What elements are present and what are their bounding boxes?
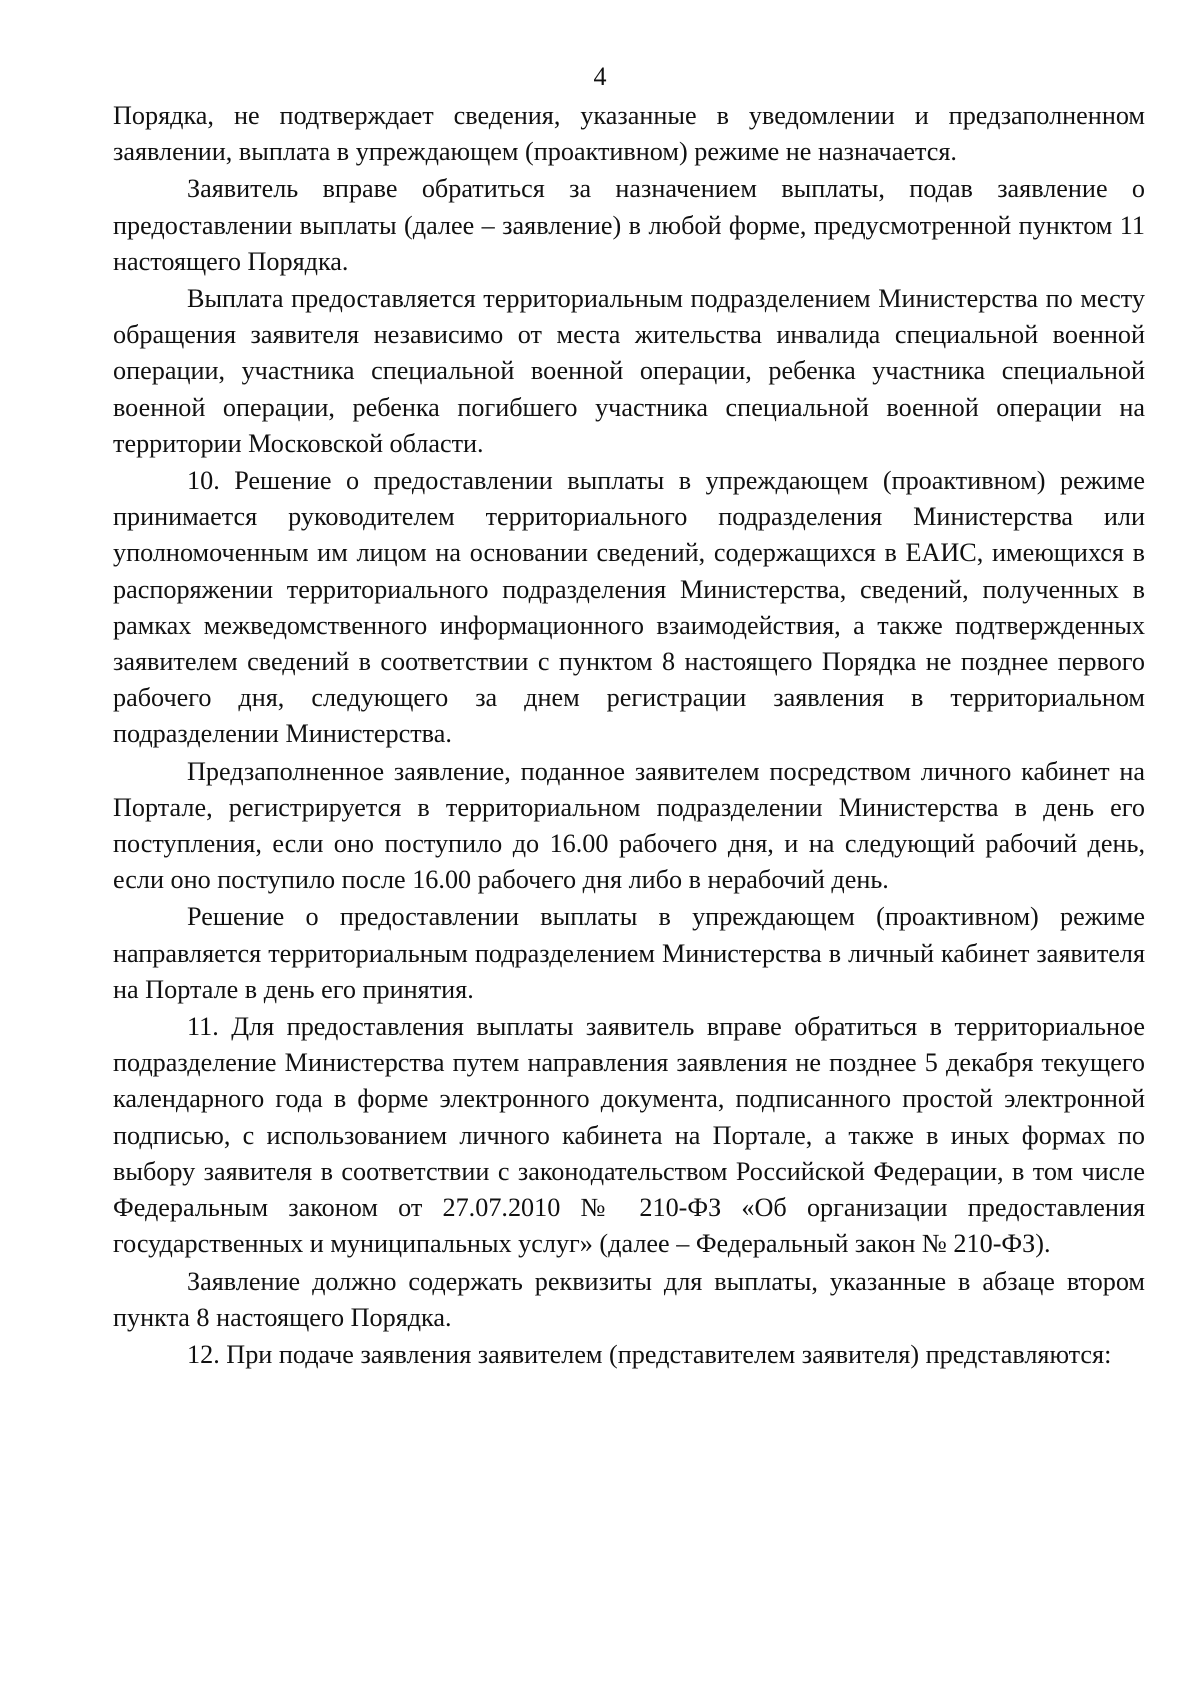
paragraph-item-11: 11. Для предоставления выплаты заявитель вправе обратиться в территориальное подразделение Министерства путем направления заявления не позднее 5 декабря текущего календарного года в форме электронного документа, подписанного простой электронной подписью, с использованием личного кабинета на Портале, а также в иных формах по выбору заявителя в соответствии с законодательством Российской Федерации, в том числе Федеральным законом от 27.07.2010 № 210-ФЗ «Об организации предоставления государственных и муниципальных услуг» (далее – Федеральный закон № 210-ФЗ). [113,1012,1145,1259]
paragraph-decision-sent: Решение о предоставлении выплаты в упреждающем (проактивном) режиме направляется территориальным подразделением Министерства в личный кабинет заявителя на Портале в день его принятия. [113,902,1145,1004]
paragraph-prefilled-registration: Предзаполненное заявление, поданное заявителем посредством личного кабинет на Портале, регистрируется в территориальном подразделении Министерства в день его поступления, если оно поступило до 16.00 рабочего дня, и на следующий рабочий день, если оно поступило после 16.00 рабочего дня либо в нерабочий день. [113,756,1145,895]
paragraph-payment-provision: Выплата предоставляется территориальным подразделением Министерства по месту обращения заявителя независимо от места жительства инвалида специальной военной операции, участника специальной военной операции, ребенка участника специальной военной операции, ребенка погибшего участника специальной военной операции на территории Московской области. [113,284,1145,458]
paragraph-applicant-right: Заявитель вправе обратиться за назначением выплаты, подав заявление о предоставлении выплаты (далее – заявление) в любой форме, предусмотренной пунктом 11 настоящего Порядка. [113,174,1145,276]
paragraph-continuation: Порядка, не подтверждает сведения, указанные в уведомлении и предзаполненном заявлении, выплата в упреждающем (проактивном) режиме не назначается. [113,101,1145,167]
paragraph-item-12: 12. При подаче заявления заявителем (представителем заявителя) представляются: [187,1339,1112,1369]
paragraph-application-requisites: Заявление должно содержать реквизиты для выплаты, указанные в абзаце втором пункта 8 настоящего Порядка. [113,1266,1145,1332]
document-body [113,98,1145,1374]
page-number: 4 [593,62,607,91]
paragraph-item-10: 10. Решение о предоставлении выплаты в упреждающем (проактивном) режиме принимается руководителем территориального подразделения Министерства или уполномоченным им лицом на основании сведений, содержащихся в ЕАИС, имеющихся в распоряжении территориального подразделения Министерства, сведений, полученных в рамках межведомственного информационного взаимодействия, а также подтвержденных заявителем сведений в соответствии с пунктом 8 настоящего Порядка не позднее первого рабочего дня, следующего за днем регистрации заявления в территориальном подразделении Министерства. [113,466,1145,749]
